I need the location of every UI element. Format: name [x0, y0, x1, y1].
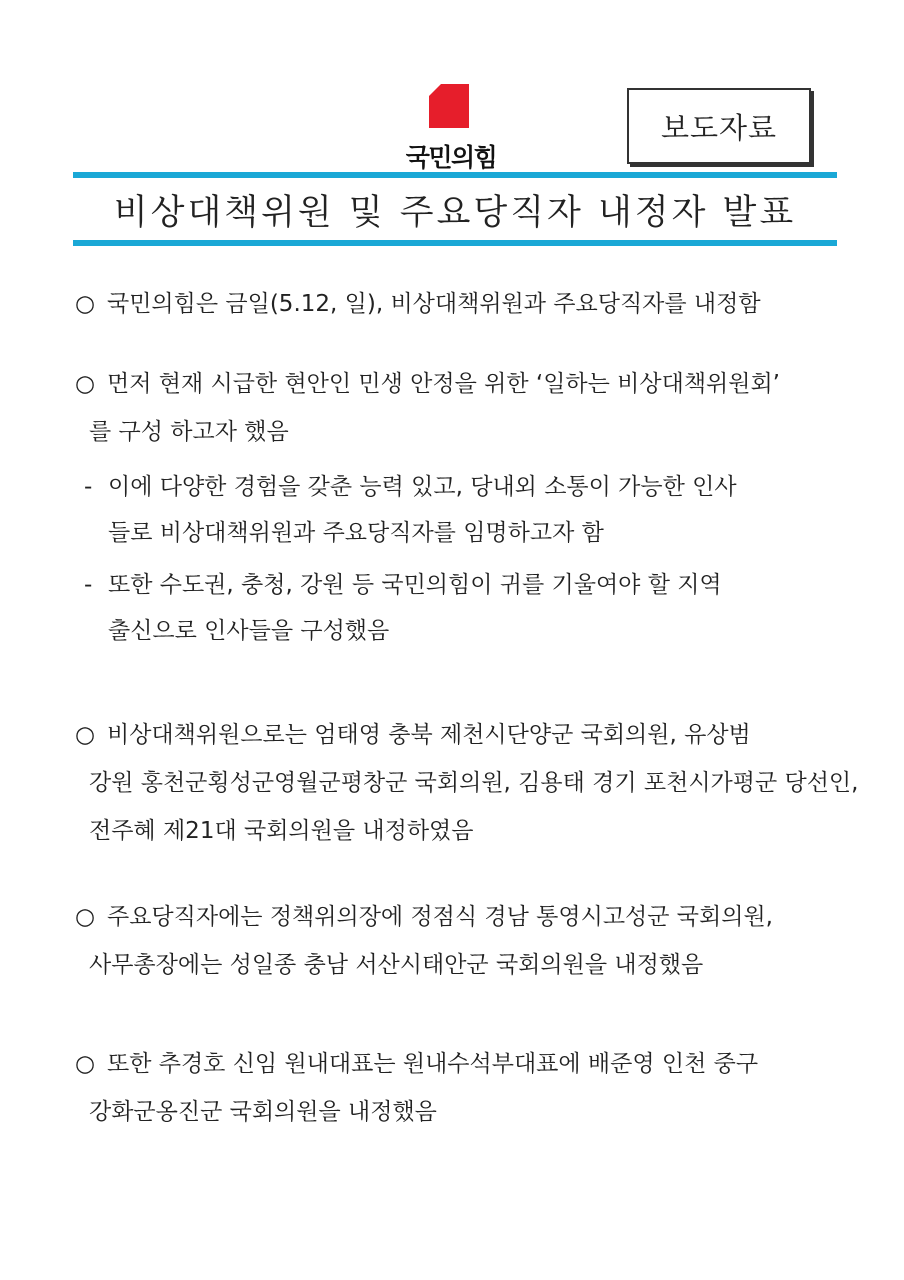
party-logo-text: 국민의힘	[405, 143, 497, 172]
press-release-label-text: 보도자료	[660, 110, 778, 145]
press-release-label	[627, 88, 811, 164]
bullet-dash-icon: -	[84, 474, 93, 500]
sub-item-line: 출신으로 인사들을 구성했음	[108, 618, 390, 644]
bullet-circle-icon: ○	[74, 904, 96, 930]
party-logo-mark-icon	[429, 84, 475, 128]
party-logo	[395, 84, 515, 174]
paragraph-line: 또한 추경호 신임 원내대표는 원내수석부대표에 배준영 인천 중구	[107, 1051, 759, 1077]
sub-item-line: 이에 다양한 경험을 갖춘 능력 있고, 당내외 소통이 가능한 인사	[108, 474, 737, 500]
paragraph-line: 강원 홍천군횡성군영월군평창군 국회의원, 김용태 경기 포천시가평군 당선인,	[89, 770, 859, 796]
paragraph-line: 를 구성 하고자 했음	[89, 419, 289, 445]
bullet-dash-icon: -	[84, 572, 93, 598]
bullet-circle-icon: ○	[74, 291, 96, 317]
paragraph-line: 먼저 현재 시급한 현안인 민생 안정을 위한 ‘일하는 비상대책위원회’	[107, 371, 780, 397]
paragraph-line: 비상대책위원으로는 엄태영 충북 제천시단양군 국회의원, 유상범	[107, 722, 751, 748]
paragraph-line: 강화군옹진군 국회의원을 내정했음	[89, 1099, 437, 1125]
bullet-circle-icon: ○	[74, 371, 96, 397]
sub-item-line: 또한 수도권, 충청, 강원 등 국민의힘이 귀를 기울여야 할 지역	[108, 572, 722, 598]
paragraph-line: 국민의힘은 금일(5.12, 일), 비상대책위원과 주요당직자를 내정함	[107, 291, 761, 317]
sub-item-line: 들로 비상대책위원과 주요당직자를 임명하고자 함	[108, 520, 604, 546]
bullet-circle-icon: ○	[74, 1051, 96, 1077]
page-title: 비상대책위원 및 주요당직자 내정자 발표	[113, 193, 797, 233]
headline-bottom-rule	[73, 240, 837, 246]
paragraph-line: 사무총장에는 성일종 충남 서산시태안군 국회의원을 내정했음	[89, 952, 704, 978]
paragraph-line: 주요당직자에는 정책위의장에 정점식 경남 통영시고성군 국회의원,	[107, 904, 773, 930]
paragraph-line: 전주혜 제21대 국회의원을 내정하였음	[89, 818, 474, 844]
bullet-circle-icon: ○	[74, 722, 96, 748]
headline-top-rule	[73, 172, 837, 178]
